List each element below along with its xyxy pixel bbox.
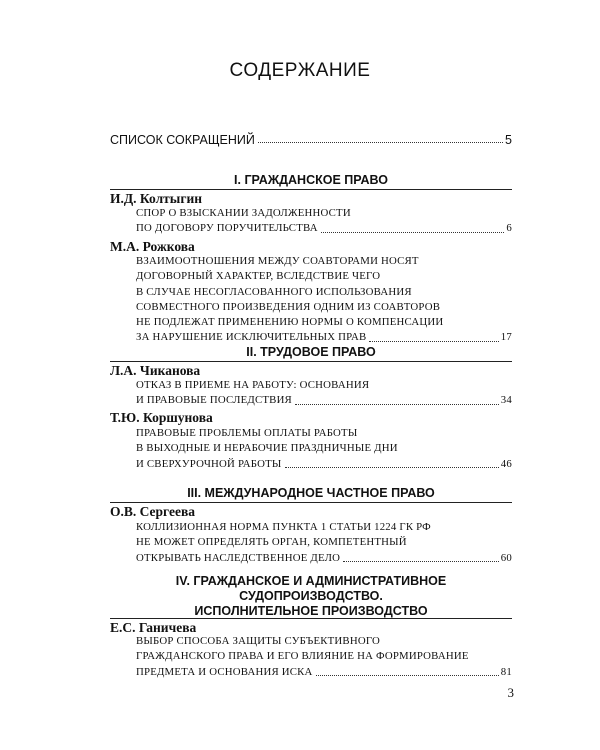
toc-entry-line: ВЫБОР СПОСОБА ЗАЩИТЫ СУБЪЕКТИВНОГО bbox=[136, 635, 380, 647]
toc-entry-title: СПИСОК СОКРАЩЕНИЙ bbox=[110, 133, 255, 147]
toc-page-number: 6 bbox=[506, 222, 512, 235]
section-heading bbox=[110, 173, 512, 188]
toc-entry-line: ДОГОВОРНЫЙ ХАРАКТЕР, ВСЛЕДСТВИЕ ЧЕГО bbox=[136, 270, 381, 283]
toc-author: И.Д. Колтыгин bbox=[110, 191, 203, 206]
toc-entry-line: И ПРАВОВЫЕ ПОСЛЕДСТВИЯ bbox=[136, 394, 292, 407]
toc-entry-line: В СЛУЧАЕ НЕСОГЛАСОВАННОГО ИСПОЛЬЗОВАНИЯ bbox=[136, 285, 412, 298]
toc-entry-line: СПОР О ВЗЫСКАНИИ ЗАДОЛЖЕННОСТИ bbox=[136, 207, 351, 219]
toc-entry-line: ЗА НАРУШЕНИЕ ИСКЛЮЧИТЕЛЬНЫХ ПРАВ bbox=[136, 331, 367, 344]
toc-page-number: 46 bbox=[500, 457, 512, 470]
toc-entry-line: ПРАВОВЫЕ ПРОБЛЕМЫ ОПЛАТЫ РАБОТЫ bbox=[136, 427, 358, 439]
dot-leader bbox=[285, 467, 499, 468]
section-heading bbox=[110, 345, 512, 360]
toc-author: Е.С. Ганичева bbox=[110, 620, 197, 635]
section-heading-line: II. ТРУДОВОЕ ПРАВО bbox=[246, 345, 376, 359]
section-heading-line: ИСПОЛНИТЕЛЬНОЕ ПРОИЗВОДСТВО bbox=[194, 604, 428, 618]
toc-page-number: 60 bbox=[500, 551, 512, 564]
section-heading bbox=[110, 574, 512, 619]
toc-author: М.А. Рожкова bbox=[110, 239, 195, 254]
dot-leader bbox=[343, 561, 499, 562]
toc-entry-line: И СВЕРХУРОЧНОЙ РАБОТЫ bbox=[136, 457, 282, 470]
toc-entry[interactable] bbox=[136, 254, 512, 346]
toc-entry[interactable] bbox=[136, 634, 512, 680]
toc-entry[interactable] bbox=[136, 206, 512, 237]
dot-leader bbox=[295, 404, 499, 405]
toc-entry-line: ГРАЖДАНСКОГО ПРАВА И ЕГО ВЛИЯНИЕ НА ФОРМИРОВАНИЕ bbox=[136, 650, 469, 663]
toc-entry-line: СОВМЕСТНОГО ПРОИЗВЕДЕНИЯ ОДНИМ ИЗ СОАВТОРОВ bbox=[136, 300, 441, 313]
toc-page-number: 81 bbox=[500, 665, 512, 678]
toc-page-number: 34 bbox=[500, 394, 512, 407]
dot-leader bbox=[316, 675, 499, 676]
section-heading-line: IV. ГРАЖДАНСКОЕ И АДМИНИСТРАТИВНОЕ bbox=[175, 574, 447, 588]
section-heading-line: I. ГРАЖДАНСКОЕ ПРАВО bbox=[234, 173, 388, 187]
section-divider bbox=[110, 189, 512, 190]
section-divider bbox=[110, 502, 512, 503]
section-heading-line: СУДОПРОИЗВОДСТВО. bbox=[239, 589, 383, 603]
toc-author: Л.А. Чиканова bbox=[110, 363, 201, 378]
toc-entry-line: ПО ДОГОВОРУ ПОРУЧИТЕЛЬСТВА bbox=[136, 222, 318, 235]
dot-leader bbox=[321, 232, 505, 233]
dot-leader bbox=[369, 341, 498, 342]
toc-abbreviations-entry[interactable] bbox=[110, 133, 512, 147]
section-divider bbox=[110, 618, 512, 619]
toc-entry[interactable] bbox=[136, 520, 512, 566]
page-title: СОДЕРЖАНИЕ bbox=[229, 60, 371, 81]
toc-entry-line: НЕ МОЖЕТ ОПРЕДЕЛЯТЬ ОРГАН, КОМПЕТЕНТНЫЙ bbox=[136, 536, 407, 549]
toc-entry[interactable] bbox=[136, 378, 512, 409]
toc-entry[interactable] bbox=[136, 426, 512, 472]
toc-entry-line: ОТКАЗ В ПРИЕМЕ НА РАБОТУ: ОСНОВАНИЯ bbox=[136, 379, 370, 391]
section-heading bbox=[110, 486, 512, 501]
section-heading-line: III. МЕЖДУНАРОДНОЕ ЧАСТНОЕ ПРАВО bbox=[187, 486, 435, 500]
toc-entry-line: НЕ ПОДЛЕЖАТ ПРИМЕНЕНИЮ НОРМЫ О КОМПЕНСАЦИИ bbox=[136, 316, 444, 329]
toc-entry-line: ВЗАИМООТНОШЕНИЯ МЕЖДУ СОАВТОРАМИ НОСЯТ bbox=[136, 255, 419, 267]
toc-entry-line: ОТКРЫВАТЬ НАСЛЕДСТВЕННОЕ ДЕЛО bbox=[136, 551, 341, 564]
toc-author: Т.Ю. Коршунова bbox=[110, 410, 213, 425]
toc-entry-line: ПРЕДМЕТА И ОСНОВАНИЯ ИСКА bbox=[136, 665, 313, 678]
toc-entry-line: КОЛЛИЗИОННАЯ НОРМА ПУНКТА 1 СТАТЬИ 1224 ГК РФ bbox=[136, 521, 431, 533]
section-divider bbox=[110, 361, 512, 362]
toc-author: О.В. Сергеева bbox=[110, 504, 196, 519]
dot-leader bbox=[258, 142, 503, 143]
toc-page-number: 5 bbox=[505, 133, 512, 147]
toc-page-number: 17 bbox=[500, 331, 512, 344]
page-number: 3 bbox=[507, 685, 514, 700]
toc-entry-line: В ВЫХОДНЫЕ И НЕРАБОЧИЕ ПРАЗДНИЧНЫЕ ДНИ bbox=[136, 442, 398, 455]
